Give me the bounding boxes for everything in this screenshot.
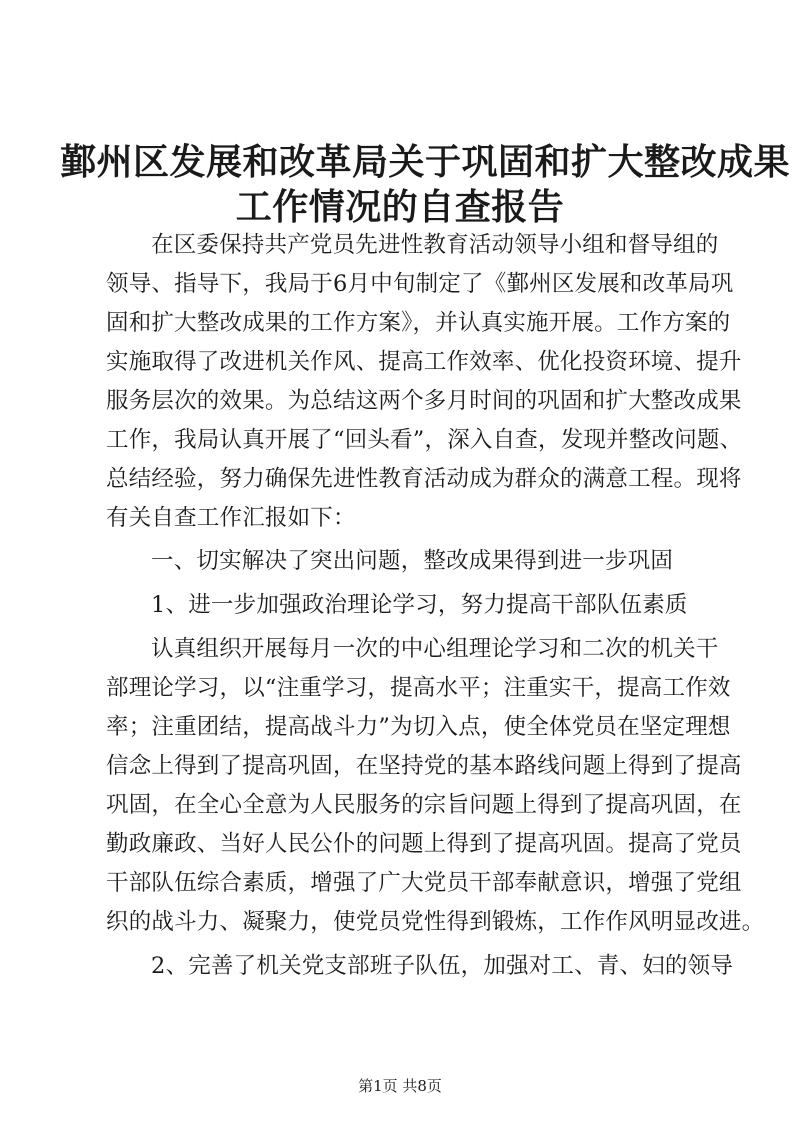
page-footer: 第1页 共8页 xyxy=(358,1077,442,1095)
body-line: 信念上得到了提高巩固，在坚持党的基本路线问题上得到了提高 xyxy=(106,753,742,779)
body-line: 认真组织开展每月一次的中心组理论学习和二次的机关干 xyxy=(151,636,719,662)
body-line: 实施取得了改进机关作风、提高工作效率、优化投资环境、提升 xyxy=(106,349,742,375)
body-line: 领导、指导下，我局于6月中旬制定了《鄞州区发展和改革局巩 xyxy=(106,271,734,297)
body-line: 部理论学习，以“注重学习，提高水平；注重实干，提高工作效 xyxy=(106,675,731,701)
body-line: 有关自查工作汇报如下： xyxy=(106,505,356,531)
body-line: 固和扩大整改成果的工作方案》，并认真实施开展。工作方案的 xyxy=(106,310,731,336)
body-line: 工作，我局认真开展了“回头看”，深入自查，发现并整改问题、 xyxy=(106,427,743,453)
document-title-line-1: 鄞州区发展和改革局关于巩固和扩大整改成果 xyxy=(60,141,791,183)
body-line: 服务层次的效果。为总结这两个多月时间的巩固和扩大整改成果 xyxy=(106,388,742,414)
document-title-line-2: 工作情况的自查报告 xyxy=(235,186,565,228)
body-line: 总结经验，努力确保先进性教育活动成为群众的满意工程。现将 xyxy=(106,466,742,492)
body-line: 率；注重团结，提高战斗力”为切入点，使全体党员在坚定理想 xyxy=(106,714,731,740)
body-line: 在区委保持共产党员先进性教育活动领导小组和督导组的 xyxy=(151,232,719,258)
subsection-heading: 1、进一步加强政治理论学习，努力提高干部队伍素质 xyxy=(151,592,688,618)
section-heading: 一、切实解决了突出问题，整改成果得到进一步巩固 xyxy=(151,548,674,574)
body-line: 干部队伍综合素质，增强了广大党员干部奉献意识，增强了党组 xyxy=(106,870,742,896)
subsection-heading: 2、完善了机关党支部班子队伍，加强对工、青、妇的领导 xyxy=(151,953,734,979)
body-line: 织的战斗力、凝聚力，使党员党性得到锻炼，工作作风明显改进。 xyxy=(106,909,765,935)
body-line: 勤政廉政、当好人民公仆的问题上得到了提高巩固。提高了党员 xyxy=(106,831,742,857)
body-line: 巩固，在全心全意为人民服务的宗旨问题上得到了提高巩固，在 xyxy=(106,792,742,818)
